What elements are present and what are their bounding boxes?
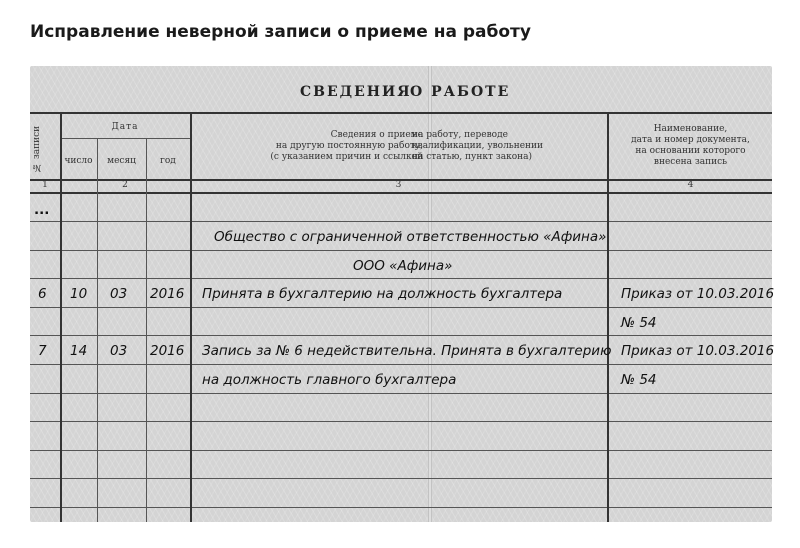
col-header-date: Дата: [111, 122, 139, 132]
ruled-line: [30, 307, 772, 308]
entry-6-year: 2016: [150, 286, 185, 302]
entry-7-year: 2016: [150, 343, 185, 359]
page-title: Исправление неверной записи о приеме на работу: [30, 22, 531, 42]
col-header-info-left-2: на другую постоянную работу,: [275, 141, 423, 151]
entry-7-day: 14: [70, 343, 88, 359]
entry-6-number: 6: [38, 286, 47, 302]
col-header-info-right-2: квалификации, увольнении: [412, 141, 544, 151]
ruled-line: [30, 507, 772, 508]
col-header-info-right-1: на работу, переводе: [412, 130, 508, 140]
col-header-year: год: [160, 156, 176, 166]
entry-7-doc: Приказ от 10.03.2016: [621, 343, 775, 359]
entry-7-text-line2: на должность главного бухгалтера: [202, 372, 457, 388]
ruled-line: [30, 250, 772, 251]
ruled-line: [30, 335, 772, 336]
date-sub-line: [60, 138, 190, 139]
col-header-day: число: [64, 156, 93, 166]
col-header-doc-1: Наименование,: [653, 124, 728, 134]
index-2: 2: [122, 180, 128, 190]
index-bottom-line: [30, 192, 772, 194]
col-header-doc-3: на основании которого: [635, 146, 746, 156]
col-header-info-left-1: Сведения о приеме: [330, 130, 423, 140]
table-top-line: [30, 112, 772, 114]
org-short-name: ООО «Афина»: [353, 258, 453, 274]
entry-6-day: 10: [70, 286, 88, 302]
column-divider: [60, 112, 62, 522]
entry-6-doc-number: № 54: [621, 315, 657, 331]
index-4: 4: [687, 180, 694, 190]
ruled-line: [30, 421, 772, 422]
column-divider: [607, 112, 609, 522]
index-3: 3: [395, 180, 402, 190]
header-left: СВЕДЕНИЯ: [300, 84, 412, 100]
column-divider: [97, 138, 98, 522]
col-header-info-left-3: (с указанием причин и ссылкой: [270, 152, 423, 162]
ellipsis-mark: ...: [34, 202, 50, 218]
entry-6-doc: Приказ от 10.03.2016: [621, 286, 775, 302]
ruled-line: [30, 221, 772, 222]
column-divider: [190, 112, 192, 522]
index-1: 1: [42, 180, 48, 190]
col-header-number: № записи: [32, 125, 42, 173]
ruled-line: [30, 364, 772, 365]
ruled-line: [30, 278, 772, 279]
ruled-line: [30, 393, 772, 394]
ruled-line: [30, 478, 772, 479]
entry-7-doc-number: № 54: [621, 372, 657, 388]
col-header-info-right-3: на статью, пункт закона): [412, 152, 532, 162]
entry-6-month: 03: [110, 286, 128, 302]
header-right: О РАБОТЕ: [410, 84, 511, 100]
col-header-month: месяц: [107, 156, 136, 166]
entry-7-month: 03: [110, 343, 128, 359]
col-header-doc-2: дата и номер документа,: [631, 135, 750, 145]
col-header-doc-4: внесена запись: [653, 157, 728, 167]
ruled-line: [30, 450, 772, 451]
work-record-book: [30, 66, 775, 522]
org-full-name: Общество с ограниченной ответственностью «Афина»: [214, 229, 607, 245]
entry-6-text: Принята в бухгалтерию на должность бухгалтера: [202, 286, 563, 302]
entry-7-number: 7: [38, 343, 47, 359]
entry-7-text-line1: Запись за № 6 недействительна. Принята в бухгалтерию: [202, 343, 612, 359]
column-divider: [146, 138, 147, 522]
